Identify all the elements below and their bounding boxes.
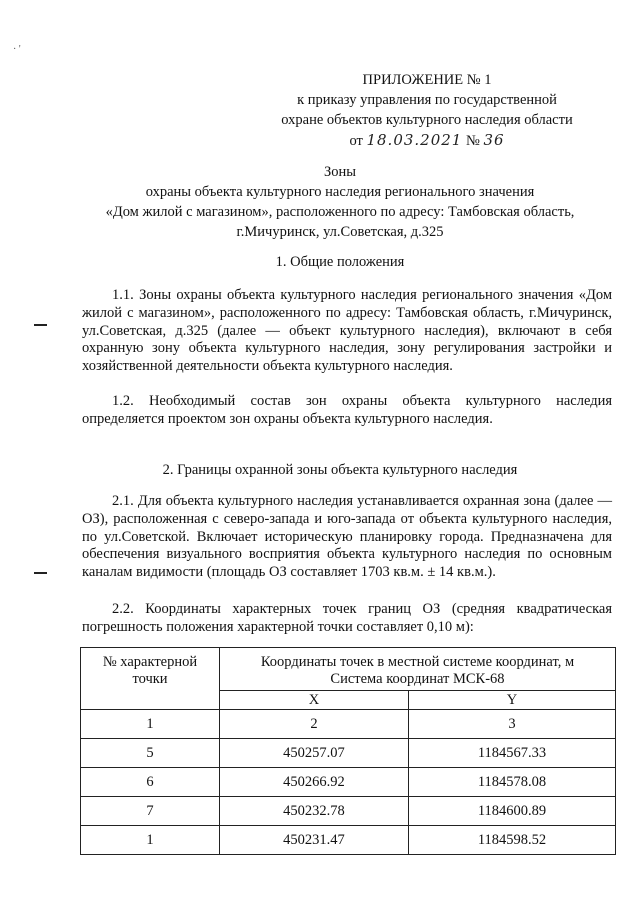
section-1-paragraph-1: 1.1. Зоны охраны объекта культурного наследия регионального значения «Дом жилой с магазином», расположенного по адресу: Тамбовская область, г.Мичуринск, ул.Советская, д.325 (далее — объект культурного наследия), включают в себя охранную зону объекта культурного наследия, зону регулирования застройки и хозяйственной деятельности объекта культурного наследия. xyxy=(82,287,612,375)
date-prefix: от xyxy=(349,133,363,149)
margin-dash xyxy=(34,572,47,574)
cell-x: 450266.92 xyxy=(220,768,409,797)
cell-x: 2 xyxy=(220,710,409,739)
cell-point: 1 xyxy=(81,826,220,855)
number-prefix: № xyxy=(465,133,480,149)
margin-mark: · ' xyxy=(13,44,21,55)
table-row xyxy=(81,768,616,797)
header-coordinates-line-2: Система координат МСК-68 xyxy=(330,671,505,687)
coordinates-table xyxy=(80,647,616,855)
title-line-3: «Дом жилой с магазином», расположенного по адресу: Тамбовская область, xyxy=(105,204,575,220)
cell-y: 3 xyxy=(408,710,615,739)
title-line-2: охраны объекта культурного наследия регионального значения xyxy=(145,184,535,200)
table-row xyxy=(81,739,616,768)
table-row xyxy=(81,826,616,855)
table-row xyxy=(81,797,616,826)
section-1-paragraph-2: 1.2. Необходимый состав зон охраны объекта культурного наследия определяется проектом зон охраны объекта культурного наследия. xyxy=(82,393,612,427)
section-2-paragraph-2: 2.2. Координаты характерных точек границ ОЗ (средняя квадратическая погрешность положения характерной точки составляет 0,10 м): xyxy=(82,601,612,635)
cell-x: 450232.78 xyxy=(220,797,409,826)
cell-y: 1184598.52 xyxy=(408,826,615,855)
header-coordinates xyxy=(220,648,616,691)
cell-point: 7 xyxy=(81,797,220,826)
table-header-row xyxy=(81,648,616,691)
document-title xyxy=(60,162,620,242)
cell-x: 450231.47 xyxy=(220,826,409,855)
table-row xyxy=(81,710,616,739)
header-x: X xyxy=(220,691,409,710)
cell-point: 5 xyxy=(81,739,220,768)
cell-y: 1184567.33 xyxy=(408,739,615,768)
cell-x: 450257.07 xyxy=(220,739,409,768)
header-y: Y xyxy=(408,691,615,710)
handwritten-number: 36 xyxy=(483,131,505,149)
margin-dash xyxy=(34,324,47,326)
section-2-paragraph-1: 2.1. Для объекта культурного наследия устанавливается охранная зона (далее — ОЗ), расположенная с северо-запада и юго-запада от объекта культурного наследия, по ул.Советской. Включает историческую планировку города. Предназначена для обеспечения визуального восприятия объекта культурного наследия по основным каналам видимости (площадь ОЗ составляет 1703 кв.м. ± 14 кв.м.). xyxy=(82,493,612,581)
annex-title: ПРИЛОЖЕНИЕ № 1 xyxy=(362,72,492,88)
annex-header xyxy=(262,70,592,151)
cell-point: 1 xyxy=(81,710,220,739)
annex-date-line xyxy=(262,130,592,151)
header-point-number: № характерной точки xyxy=(81,648,220,710)
title-line-4: г.Мичуринск, ул.Советская, д.325 xyxy=(236,224,444,240)
annex-line-3: охране объектов культурного наследия области xyxy=(281,112,573,128)
cell-y: 1184578.08 xyxy=(408,768,615,797)
cell-point: 6 xyxy=(81,768,220,797)
title-line-1: Зоны xyxy=(323,164,357,180)
cell-y: 1184600.89 xyxy=(408,797,615,826)
section-2-heading: 2. Границы охранной зоны объекта культурного наследия xyxy=(162,462,518,478)
handwritten-date: 18.03.2021 xyxy=(366,131,463,149)
annex-line-2: к приказу управления по государственной xyxy=(297,92,557,108)
section-1-heading: 1. Общие положения xyxy=(275,254,405,270)
header-coordinates-line-1: Координаты точек в местной системе координат, м xyxy=(260,654,575,670)
